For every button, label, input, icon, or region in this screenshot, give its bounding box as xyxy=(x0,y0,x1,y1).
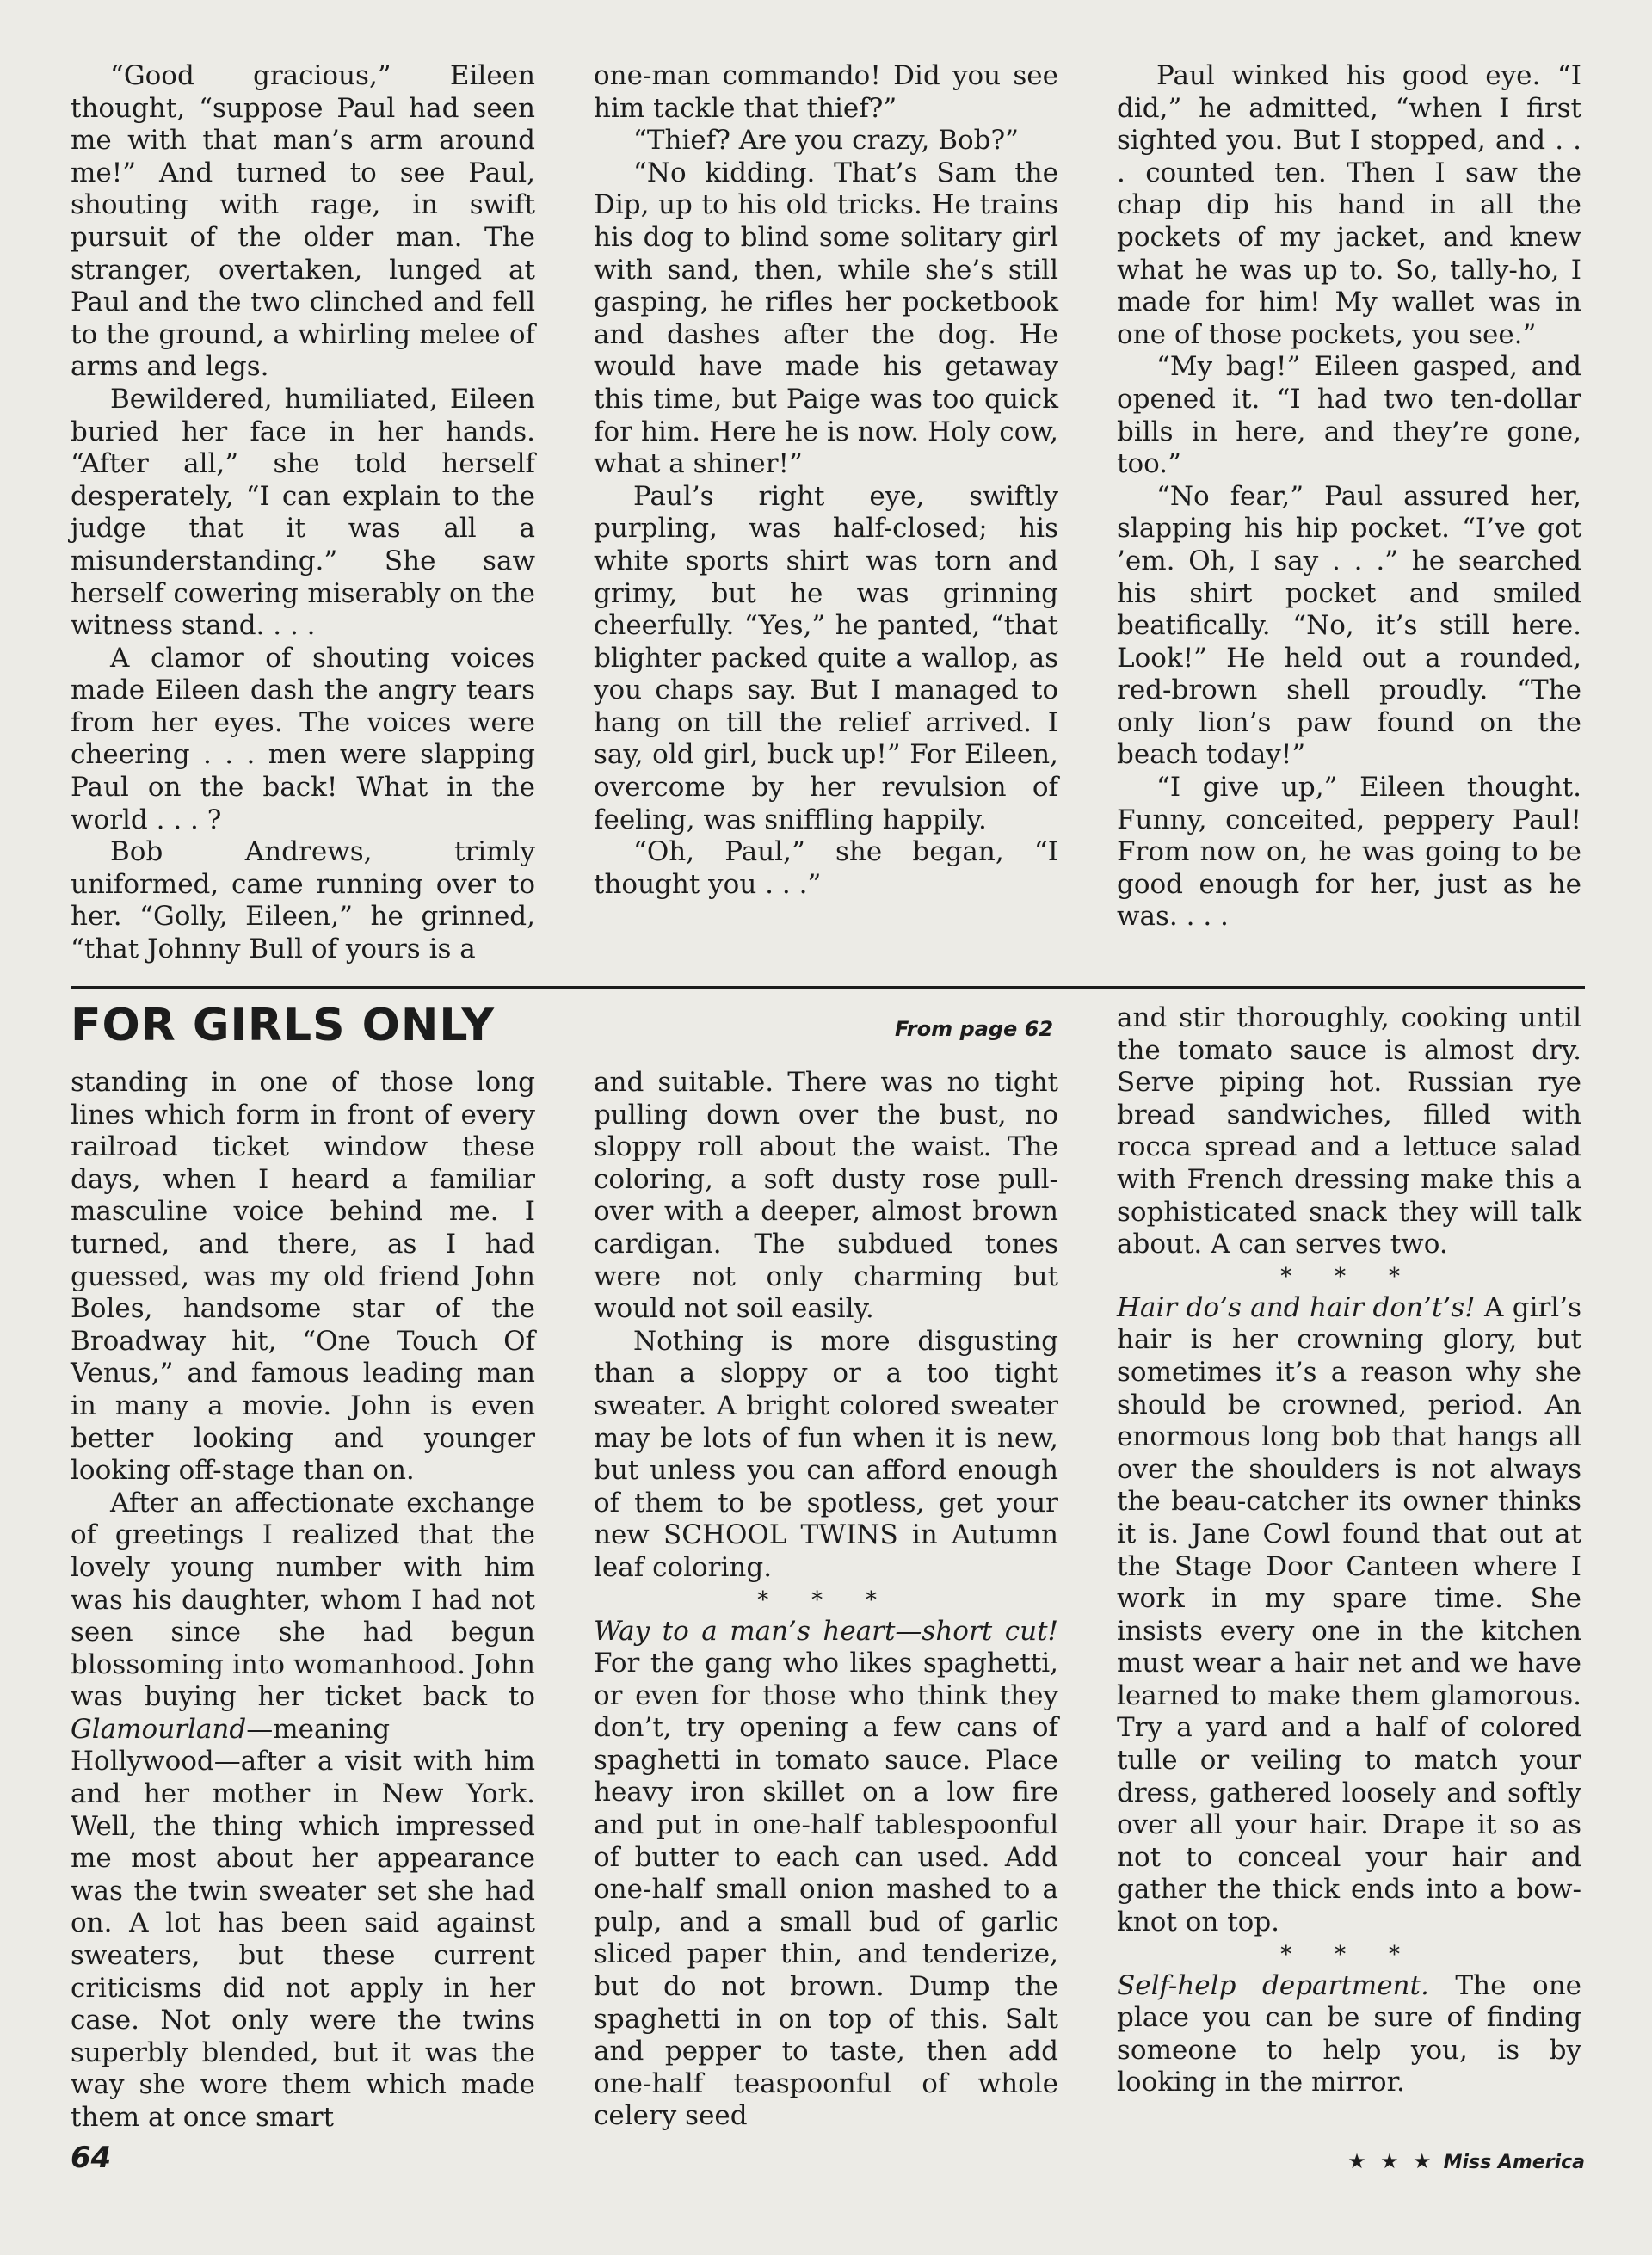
story-paragraph: Bewildered, humiliated, Eileen buried her face in her hands. “After all,” she told herself desperately, “I can explain to the judge that it was all a misunderstanding.” She saw herself cowering miserably on the witness stand. . . . xyxy=(71,383,535,642)
article-paragraph: and stir thoroughly, cooking until the tomato sauce is almost dry. Serve piping hot. Russian rye bread sandwiches, filled with rocca spread and a lettuce salad with French dressing make this a sophisticated snack they will talk about. A can serves two. xyxy=(1117,1002,1581,1260)
article-column-2 xyxy=(594,1067,1058,2133)
article-paragraph xyxy=(594,1616,1058,2134)
section-separator: * * * xyxy=(1280,1941,1418,1968)
story-column-3 xyxy=(1117,60,1581,933)
subsection-heading: Hair do’s and hair don’t’s! xyxy=(1117,1291,1476,1323)
story-paragraph: “I give up,” Eileen thought. Funny, conceited, peppery Paul! From now on, he was going to be good enough for her, just as he was. . . . xyxy=(1117,772,1581,933)
story-paragraph: “No fear,” Paul assured her, slapping his hip pocket. “I’ve got ’em. Oh, I say . . .” he searched his shirt pocket and smiled beatifically. “No, it’s still here. Look!” He held out a rounded, red-brown shell proudly. “The only lion’s paw found on the beach today!” xyxy=(1117,480,1581,771)
subsection-heading: Way to a man’s heart—short cut! xyxy=(594,1615,1058,1647)
article-italic-text: Glamourland xyxy=(71,1713,247,1745)
story-column-1 xyxy=(71,60,535,966)
article-paragraph: standing in one of those long lines which form in front of every railroad ticket window these days, when I heard a familiar masculine voice behind me. I turned, and there, as I had guessed, was my old friend John Boles, handsome star of the Broadway hit, “One Touch Of Venus,” and famous leading man in many a movie. John is even better looking and younger looking off-stage than on. xyxy=(71,1067,535,1487)
story-paragraph: A clamor of shouting voices made Eileen dash the angry tears from her eyes. The voices were cheering . . . men were slapping Paul on the back! What in the world . . . ? xyxy=(71,642,535,835)
article-column-3 xyxy=(1117,1002,1581,2099)
subsection-heading: Self-help department. xyxy=(1117,1969,1429,2001)
story-paragraph: Paul winked his good eye. “I did,” he admitted, “when I first sighted you. But I stopped, and . . . counted ten. Then I saw the chap dip his hand in all the pockets of my jacket, and knew what he was up to. So, tally-ho, I made for him! My wallet was in one of those pockets, you see.” xyxy=(1117,60,1581,350)
article-text: —meaning Hollywood—after a visit with him and her mother in New York. Well, the thing which impressed me most about her appearance was the twin sweater set she had on. A lot has been said against sweaters, but these current criticisms did not apply in her case. Not only were the twins superbly blended, but it was the way she wore them which made them at once smart xyxy=(71,1713,535,2133)
article-paragraph xyxy=(71,1488,535,2135)
story-paragraph: “Oh, Paul,” she began, “I thought you . . .” xyxy=(594,836,1058,900)
magazine-name: Miss America xyxy=(1443,2152,1585,2173)
article-text: For the gang who likes spaghetti, or even for those who think they don’t, try opening a few cans of spaghetti in tomato sauce. Place heavy iron skillet on a low fire and put in one-half tablespoonful of butter to each can used. Add one-half small onion mashed to a pulp, and a small bud of garlic sliced paper thin, and tenderize, but do not brown. Dump the spaghetti in on top of this. Salt and pepper to taste, then add one-half teaspoonful of whole celery seed xyxy=(594,1648,1058,2132)
article-column-1 xyxy=(71,1067,535,2135)
article-paragraph: and suitable. There was no tight pulling down over the bust, no sloppy roll about the waist. The coloring, a soft dusty rose pull-over with a deeper, almost brown cardigan. The subdued tones were not only charming but would not soil easily. xyxy=(594,1067,1058,1325)
story-paragraph: Bob Andrews, trimly uniformed, came running over to her. “Golly, Eileen,” he grinned, “that Johnny Bull of yours is a xyxy=(71,836,535,965)
article-paragraph xyxy=(1117,1292,1581,1939)
section-separator: * * * xyxy=(757,1587,895,1613)
story-paragraph: “Good gracious,” Eileen thought, “suppose Paul had seen me with that man’s arm around me!” And turned to see Paul, shouting with rage, in swift pursuit of the older man. The stranger, overtaken, lunged at Paul and the two clinched and fell to the ground, a whirling melee of arms and legs. xyxy=(71,60,535,383)
story-column-2 xyxy=(594,60,1058,901)
section-separator: * * * xyxy=(1280,1263,1418,1290)
article-paragraph xyxy=(1117,1970,1581,2099)
section-divider xyxy=(71,986,1585,989)
story-paragraph: “No kidding. That’s Sam the Dip, up to his old tricks. He trains his dog to blind some solitary girl with sand, then, while she’s still gasping, he rifles her pocketbook and dashes after the dog. He would have made his getaway this time, but Paige was too quick for him. Here he is now. Holy cow, what a shiner!” xyxy=(594,157,1058,480)
story-paragraph: “My bag!” Eileen gasped, and opened it. “I had two ten-dollar bills in here, and they’re gone, too.” xyxy=(1117,351,1581,480)
article-text: After an affectionate exchange of greetings I realized that the lovely young number with him was his daughter, whom I had not seen since she had begun blossoming into womanhood. John was buying her ticket back to xyxy=(71,1487,535,1713)
article-title: FOR GIRLS ONLY xyxy=(71,1000,496,1051)
continued-from-label: From page 62 xyxy=(895,1017,1054,1041)
star-icon: ★ ★ ★ xyxy=(1347,2149,1435,2173)
story-paragraph: “Thief? Are you crazy, Bob?” xyxy=(633,125,1019,157)
story-paragraph: one-man commando! Did you see him tackle that thief?” xyxy=(594,60,1058,124)
article-paragraph: Nothing is more disgusting than a sloppy or a too tight sweater. A bright colored sweater may be lots of fun when it is new, but unless you can afford enough of them to be spotless, get your new SCHOOL TWINS in Autumn leaf coloring. xyxy=(594,1325,1058,1583)
article-text: The one place you can be sure of finding someone to help you, is by looking in the mirror. xyxy=(1117,1969,1581,2098)
story-paragraph: Paul’s right eye, swiftly purpling, was half-closed; his white sports shirt was torn and grimy, but he was grinning cheerfully. “Yes,” he panted, “that blighter packed quite a wallop, as you chaps say. But I managed to hang on till the relief arrived. I say, old girl, buck up!” For Eileen, overcome by her revulsion of feeling, was sniffling happily. xyxy=(594,480,1058,835)
article-text: A girl’s hair is her crowning glory, but sometimes it’s a reason why she should be crowned, period. An enormous long bob that hangs all over the shoulders is not always the beau-catcher its owner thinks it is. Jane Cowl found that out at the Stage Door Canteen where I work in my spare time. She insists every one in the kitchen must wear a hair net and we have learned to make them glamorous. Try a yard and a half of colored tulle or veiling to match your dress, gathered loosely and softly over all your hair. Drape it so as not to conceal your hair and gather the thick ends into a bow-knot on top. xyxy=(1117,1291,1581,1938)
magazine-footer xyxy=(1347,2149,1585,2173)
page-number: 64 xyxy=(71,2141,112,2175)
